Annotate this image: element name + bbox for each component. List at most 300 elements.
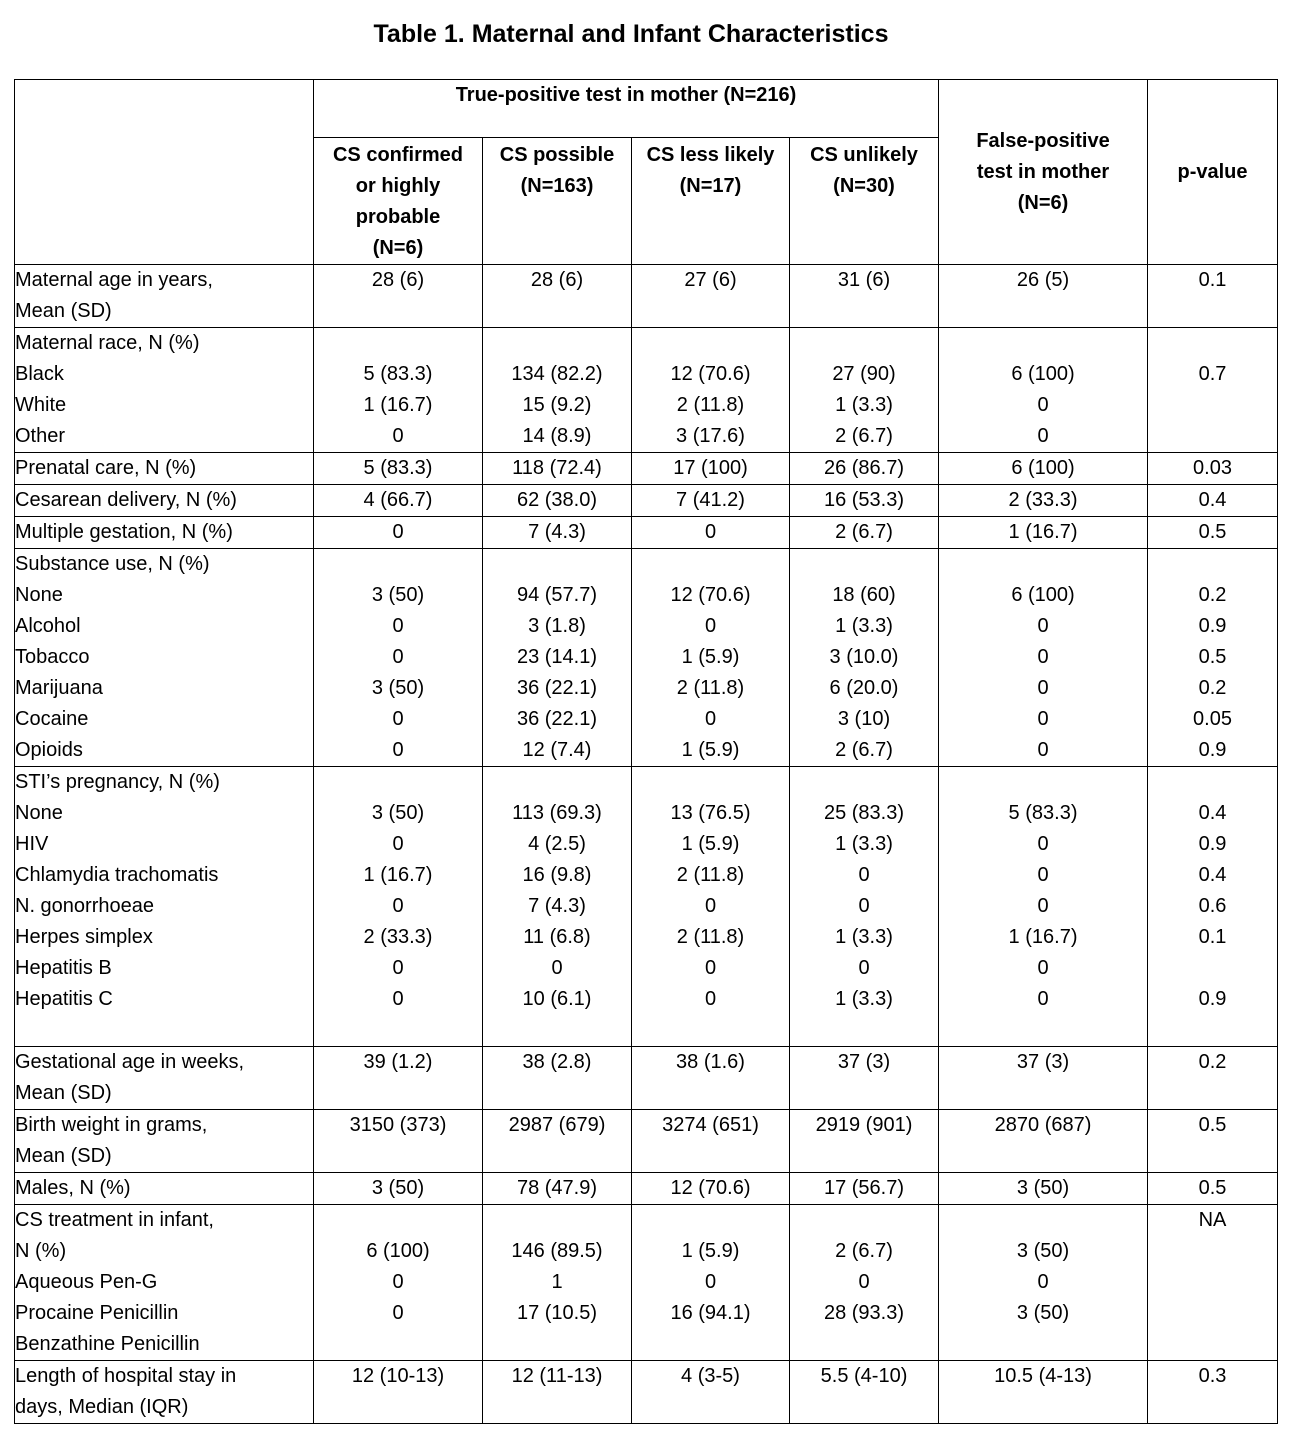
- table-cell: [1148, 453, 1278, 485]
- cell-value: 2 (6.7): [835, 739, 893, 761]
- cell-value: 1 (16.7): [1008, 926, 1078, 948]
- cell-value: 0.7: [1198, 363, 1227, 385]
- row-label-line: days, Median (IQR): [15, 1396, 189, 1418]
- table-cell: [314, 517, 483, 549]
- table-row: [15, 1047, 1278, 1110]
- table-cell: [483, 485, 632, 517]
- table-row: [15, 767, 1278, 1047]
- row-label-line: Alcohol: [15, 615, 81, 637]
- cell-value: 0: [392, 646, 404, 668]
- cell-value: 0.9: [1198, 988, 1227, 1010]
- cell-value: 0: [1037, 615, 1049, 637]
- cell-value: 0: [858, 1271, 870, 1293]
- table-cell: [939, 1361, 1148, 1424]
- cell-value: 1 (3.3): [835, 926, 893, 948]
- table-cell: [314, 453, 483, 485]
- table-cell: [314, 1205, 483, 1361]
- cell-value: 0: [1037, 739, 1049, 761]
- row-label-line: Length of hospital stay in: [15, 1365, 237, 1387]
- cell-value: [1148, 549, 1277, 580]
- cell-value: 28 (93.3): [823, 1302, 905, 1324]
- cell-value: 7 (4.3): [528, 895, 586, 917]
- cell-value: 3 (17.6): [676, 425, 745, 447]
- cell-value: 12 (10-13): [351, 1365, 445, 1387]
- cell-value: 0: [392, 1302, 404, 1324]
- table-cell: [314, 1047, 483, 1110]
- cell-value: 6 (100): [1011, 363, 1075, 385]
- cell-value: 1 (16.7): [1008, 521, 1078, 543]
- table-cell: [790, 549, 939, 767]
- cell-value: 4 (66.7): [363, 489, 433, 511]
- cell-value: 14 (8.9): [522, 425, 592, 447]
- cell-value: [790, 549, 938, 580]
- table-cell: [483, 1047, 632, 1110]
- row-label-line: Opioids: [15, 739, 83, 761]
- cell-value: [1148, 328, 1277, 359]
- header-empty-cell: [15, 80, 314, 265]
- row-label: [15, 1205, 314, 1361]
- header-line: (N=6): [1017, 191, 1069, 214]
- table-cell: [939, 485, 1148, 517]
- row-label: [15, 549, 314, 767]
- table-row: [15, 328, 1278, 453]
- cell-value: 1 (16.7): [363, 864, 433, 886]
- cell-value: 118 (72.4): [512, 457, 602, 479]
- row-label-line: Substance use, N (%): [15, 553, 210, 575]
- cell-value: 1 (3.3): [835, 988, 893, 1010]
- header-line: CS unlikely: [810, 144, 918, 166]
- table-cell: [483, 328, 632, 453]
- cell-value: 12 (70.6): [670, 1177, 751, 1199]
- cell-value: [1148, 953, 1277, 984]
- header-line: (N=17): [679, 175, 742, 197]
- cell-value: 5 (83.3): [363, 363, 433, 385]
- cell-value: 12 (11-13): [511, 1365, 603, 1387]
- cell-value: 28 (6): [530, 269, 584, 291]
- cell-value: 0: [704, 895, 717, 917]
- cell-value: 36 (22.1): [516, 708, 598, 730]
- cell-value: 2 (11.8): [676, 864, 745, 886]
- cell-value: 27 (6): [684, 269, 737, 291]
- table-cell: [632, 1205, 790, 1361]
- row-label-line: Aqueous Pen-G: [15, 1271, 158, 1293]
- cell-value: 18 (60): [832, 584, 896, 606]
- cs-confirmed-header: [314, 138, 483, 265]
- row-label-line: CS treatment in infant,: [15, 1209, 214, 1231]
- cell-value: 0: [1037, 677, 1049, 699]
- cell-value: 2 (33.3): [1008, 489, 1078, 511]
- cell-value: 7 (41.2): [676, 489, 745, 511]
- table-cell: [1148, 1110, 1278, 1173]
- header-line: test in mother: [976, 160, 1110, 183]
- cell-value: [632, 1205, 789, 1236]
- row-label-line: STI’s pregnancy, N (%): [15, 771, 220, 793]
- header-line: or highly: [355, 175, 441, 197]
- cell-value: 0.2: [1198, 584, 1227, 606]
- cell-value: [632, 1015, 789, 1046]
- cell-value: 0: [1037, 957, 1049, 979]
- cell-value: [790, 1329, 938, 1360]
- row-label-line: Multiple gestation, N (%): [15, 521, 233, 543]
- cell-value: 15 (9.2): [522, 394, 592, 416]
- table-cell: [790, 453, 939, 485]
- cell-value: [790, 1015, 938, 1046]
- table-cell: [939, 265, 1148, 328]
- cell-value: [1148, 1267, 1277, 1298]
- cell-value: 2919 (901): [815, 1114, 913, 1136]
- row-label-line: Herpes simplex: [15, 926, 153, 948]
- cell-value: [1148, 1329, 1277, 1360]
- table-cell: [632, 485, 790, 517]
- cell-value: 2987 (679): [508, 1114, 606, 1136]
- cell-value: 3274 (651): [662, 1114, 759, 1136]
- cell-value: 3 (50): [371, 802, 425, 824]
- table-cell: [939, 1205, 1148, 1361]
- table-cell: [939, 1173, 1148, 1205]
- cell-value: [314, 549, 482, 580]
- row-label: [15, 1047, 314, 1110]
- row-label: [15, 1173, 314, 1205]
- row-label-line: Black: [15, 363, 64, 385]
- cell-value: 0: [1037, 708, 1049, 730]
- cs-possible-header: [483, 138, 632, 265]
- table-cell: [632, 767, 790, 1047]
- cell-value: [939, 1015, 1147, 1046]
- cell-value: 0.9: [1198, 833, 1227, 855]
- table-cell: [1148, 485, 1278, 517]
- table-cell: [1148, 1047, 1278, 1110]
- cell-value: 3 (50): [1016, 1177, 1070, 1199]
- cell-value: [483, 1015, 631, 1046]
- cell-value: 1 (5.9): [681, 833, 740, 855]
- header-line: (N=6): [372, 237, 424, 259]
- cell-value: [939, 767, 1147, 798]
- table-cell: [790, 485, 939, 517]
- row-label-line: Chlamydia trachomatis: [15, 864, 219, 886]
- table-cell: [632, 1361, 790, 1424]
- table-cell: [790, 1205, 939, 1361]
- table-cell: [314, 549, 483, 767]
- header-line: p-value: [1177, 160, 1248, 183]
- cell-value: 0: [392, 988, 404, 1010]
- cell-value: 2 (33.3): [363, 926, 433, 948]
- cell-value: 0: [392, 708, 404, 730]
- header-line: CS confirmed: [332, 144, 464, 166]
- cell-value: 0.4: [1198, 864, 1227, 886]
- table-cell: [314, 1173, 483, 1205]
- cell-value: 1: [551, 1271, 563, 1293]
- row-label-line: Benzathine Penicillin: [15, 1333, 200, 1355]
- cell-value: 134 (82.2): [511, 363, 603, 385]
- table-cell: [632, 328, 790, 453]
- table-cell: [483, 767, 632, 1047]
- table-row: [15, 265, 1278, 328]
- cell-value: 16 (53.3): [823, 489, 905, 511]
- cell-value: 0: [392, 615, 404, 637]
- cell-value: 0.4: [1198, 802, 1227, 824]
- cell-value: 16 (94.1): [670, 1302, 751, 1324]
- cell-value: 0: [392, 833, 404, 855]
- table-cell: [939, 517, 1148, 549]
- row-label-line: Cesarean delivery, N (%): [15, 489, 237, 511]
- cell-value: 0.4: [1198, 489, 1227, 511]
- cell-value: 7 (4.3): [528, 521, 586, 543]
- cell-value: [314, 1205, 482, 1236]
- table-cell: [314, 328, 483, 453]
- cell-value: 12 (70.6): [670, 363, 751, 385]
- table-cell: [632, 453, 790, 485]
- table-cell: [1148, 767, 1278, 1047]
- cell-value: 6 (20.0): [829, 677, 899, 699]
- table-cell: [790, 1110, 939, 1173]
- table-title: Table 1. Maternal and Infant Characteristics: [373, 20, 889, 48]
- cell-value: [939, 1205, 1147, 1236]
- table-cell: [939, 1110, 1148, 1173]
- cell-value: 0: [1037, 864, 1049, 886]
- true-positive-group-header: True-positive test in mother (N=216): [314, 80, 939, 138]
- cell-value: [1148, 767, 1277, 798]
- cell-value: 31 (6): [837, 269, 891, 291]
- cell-value: 0: [1037, 394, 1049, 416]
- table-cell: [483, 1205, 632, 1361]
- row-label-line: Other: [15, 425, 66, 447]
- cell-value: 3 (50): [371, 584, 425, 606]
- cell-value: 0.9: [1198, 739, 1227, 761]
- table-cell: [790, 328, 939, 453]
- table-cell: [483, 549, 632, 767]
- row-label-line: Cocaine: [15, 708, 89, 730]
- table-cell: [939, 328, 1148, 453]
- row-label-line: Mean (SD): [15, 1082, 112, 1104]
- row-label-line: HIV: [15, 833, 49, 855]
- cell-value: 3 (50): [371, 1177, 425, 1199]
- table-cell: [632, 1173, 790, 1205]
- cell-value: 0: [392, 521, 404, 543]
- cell-value: 6 (100): [366, 1240, 430, 1262]
- cell-value: [483, 328, 631, 359]
- table-cell: [1148, 265, 1278, 328]
- cell-value: 23 (14.1): [516, 646, 598, 668]
- row-label-line: Males, N (%): [15, 1177, 131, 1199]
- cell-value: [314, 767, 482, 798]
- table-cell: [632, 1110, 790, 1173]
- cell-value: 10 (6.1): [522, 988, 592, 1010]
- cell-value: [314, 1329, 482, 1360]
- cell-value: 0.9: [1198, 615, 1227, 637]
- cell-value: 3 (1.8): [528, 615, 586, 637]
- row-label-line: Hepatitis B: [15, 957, 112, 979]
- cell-value: 3 (10): [837, 708, 891, 730]
- cell-value: 0: [392, 425, 404, 447]
- cell-value: 78 (47.9): [516, 1177, 598, 1199]
- cell-value: 0.2: [1198, 1051, 1227, 1073]
- cell-value: [939, 549, 1147, 580]
- table-cell: [632, 517, 790, 549]
- cell-value: 26 (86.7): [823, 457, 905, 479]
- table-body: [15, 265, 1278, 1424]
- cell-value: 113 (69.3): [512, 802, 602, 824]
- cell-value: 2 (11.8): [676, 394, 745, 416]
- cell-value: 5 (83.3): [363, 457, 433, 479]
- false-positive-header: [939, 80, 1148, 265]
- table-row: [15, 453, 1278, 485]
- row-label-line: Gestational age in weeks,: [15, 1051, 245, 1073]
- cell-value: 27 (90): [832, 363, 896, 385]
- cell-value: 0.5: [1198, 1114, 1227, 1136]
- row-label-line: Maternal age in years,: [15, 269, 213, 291]
- header-line: probable: [355, 206, 441, 228]
- header-line: CS less likely: [646, 144, 775, 166]
- table-cell: [483, 1173, 632, 1205]
- row-label-line: Procaine Penicillin: [15, 1302, 179, 1324]
- table-cell: [790, 1047, 939, 1110]
- cell-value: 3 (10.0): [829, 646, 899, 668]
- cell-value: 2 (6.7): [835, 425, 893, 447]
- table-cell: [1148, 549, 1278, 767]
- cell-value: 0: [392, 1271, 404, 1293]
- cell-value: [632, 328, 789, 359]
- table-cell: [1148, 1361, 1278, 1424]
- table-cell: [483, 1110, 632, 1173]
- cell-value: [790, 767, 938, 798]
- cell-value: 1 (3.3): [835, 615, 893, 637]
- cell-value: 0: [1037, 646, 1049, 668]
- cell-value: 17 (100): [673, 457, 748, 479]
- table-cell: [939, 767, 1148, 1047]
- row-label: [15, 485, 314, 517]
- cell-value: 5 (83.3): [1008, 802, 1078, 824]
- cell-value: 0: [1037, 1271, 1049, 1293]
- cs-less-likely-header: [632, 138, 790, 265]
- cell-value: 2 (6.7): [835, 1240, 893, 1262]
- table-cell: [632, 1047, 790, 1110]
- cell-value: [790, 1205, 938, 1236]
- cell-value: [790, 328, 938, 359]
- cell-value: 146 (89.5): [511, 1240, 603, 1262]
- table-cell: [790, 265, 939, 328]
- row-label: [15, 767, 314, 1047]
- table-row: [15, 1173, 1278, 1205]
- cell-value: 6 (100): [1011, 457, 1075, 479]
- cell-value: 10.5 (4-13): [994, 1365, 1092, 1387]
- cell-value: [314, 1015, 482, 1046]
- row-label: [15, 517, 314, 549]
- cell-value: 0.03: [1193, 457, 1232, 479]
- cell-value: 26 (5): [1016, 269, 1070, 291]
- cell-value: 0.3: [1198, 1365, 1227, 1387]
- row-label-line: N. gonorrhoeae: [15, 895, 154, 917]
- table-cell: [1148, 1205, 1278, 1361]
- row-label-line: Mean (SD): [15, 1145, 112, 1167]
- header-line: CS possible: [499, 144, 615, 166]
- header-line: False-positive: [976, 129, 1110, 152]
- table-cell: [483, 517, 632, 549]
- cell-value: 37 (3): [837, 1051, 891, 1073]
- cell-value: 1 (16.7): [363, 394, 433, 416]
- cell-value: 3 (50): [1016, 1240, 1070, 1262]
- cell-value: [939, 328, 1147, 359]
- table-row: [15, 1110, 1278, 1173]
- header-line: (N=163): [520, 175, 594, 197]
- cell-value: 17 (10.5): [516, 1302, 598, 1324]
- cell-value: 28 (6): [371, 269, 425, 291]
- cell-value: 36 (22.1): [516, 677, 598, 699]
- cell-value: 1 (3.3): [835, 833, 893, 855]
- cell-value: [632, 549, 789, 580]
- cell-value: 25 (83.3): [823, 802, 905, 824]
- row-label-line: None: [15, 584, 63, 606]
- table-cell: [314, 265, 483, 328]
- row-label: [15, 1361, 314, 1424]
- cell-value: [1148, 390, 1277, 421]
- cell-value: 0.1: [1198, 269, 1227, 291]
- cell-value: 0: [858, 864, 870, 886]
- table-cell: [790, 517, 939, 549]
- row-label: [15, 265, 314, 328]
- cell-value: NA: [1198, 1209, 1227, 1231]
- row-label-line: Tobacco: [15, 646, 90, 668]
- row-label: [15, 328, 314, 453]
- row-label-line: Prenatal care, N (%): [15, 457, 197, 479]
- cell-value: 38 (2.8): [522, 1051, 592, 1073]
- table-cell: [314, 1110, 483, 1173]
- row-label-line: None: [15, 802, 63, 824]
- cell-value: 12 (70.6): [670, 584, 751, 606]
- cell-value: 0: [704, 988, 717, 1010]
- cell-value: 0: [704, 708, 717, 730]
- cell-value: 0: [704, 1271, 717, 1293]
- cell-value: 0: [392, 739, 404, 761]
- header-line: (N=30): [833, 175, 895, 197]
- cell-value: 0: [1037, 988, 1049, 1010]
- table-row: [15, 517, 1278, 549]
- table-cell: [483, 265, 632, 328]
- p-value-header: [1148, 80, 1278, 265]
- cell-value: 37 (3): [1016, 1051, 1070, 1073]
- cell-value: 17 (56.7): [823, 1177, 905, 1199]
- cell-value: 12 (7.4): [522, 739, 592, 761]
- cell-value: 11 (6.8): [523, 926, 591, 948]
- cell-value: 1 (5.9): [681, 646, 740, 668]
- cell-value: 13 (76.5): [670, 802, 751, 824]
- cell-value: 2 (11.8): [676, 677, 745, 699]
- characteristics-table: [14, 79, 1278, 1424]
- row-label: [15, 453, 314, 485]
- cell-value: 0: [858, 957, 870, 979]
- row-label-line: Birth weight in grams,: [15, 1114, 208, 1136]
- table-cell: [483, 1361, 632, 1424]
- cell-value: 1 (5.9): [681, 1240, 740, 1262]
- table-cell: [1148, 328, 1278, 453]
- header-row-group: [15, 80, 1278, 138]
- cell-value: 0.5: [1198, 1177, 1227, 1199]
- cell-value: 38 (1.6): [676, 1051, 745, 1073]
- row-label-line: [15, 1015, 313, 1046]
- cell-value: 0: [858, 895, 870, 917]
- row-label-line: Hepatitis C: [15, 988, 113, 1010]
- cs-unlikely-header: [790, 138, 939, 265]
- row-label-line: N (%): [15, 1240, 67, 1262]
- table-row: [15, 1361, 1278, 1424]
- cell-value: [483, 549, 631, 580]
- row-label-line: Marijuana: [15, 677, 103, 699]
- cell-value: [632, 767, 789, 798]
- cell-value: 0: [1037, 425, 1049, 447]
- row-label-line: Maternal race, N (%): [15, 332, 200, 354]
- cell-value: [314, 328, 482, 359]
- cell-value: 1 (5.9): [681, 739, 740, 761]
- table-cell: [1148, 517, 1278, 549]
